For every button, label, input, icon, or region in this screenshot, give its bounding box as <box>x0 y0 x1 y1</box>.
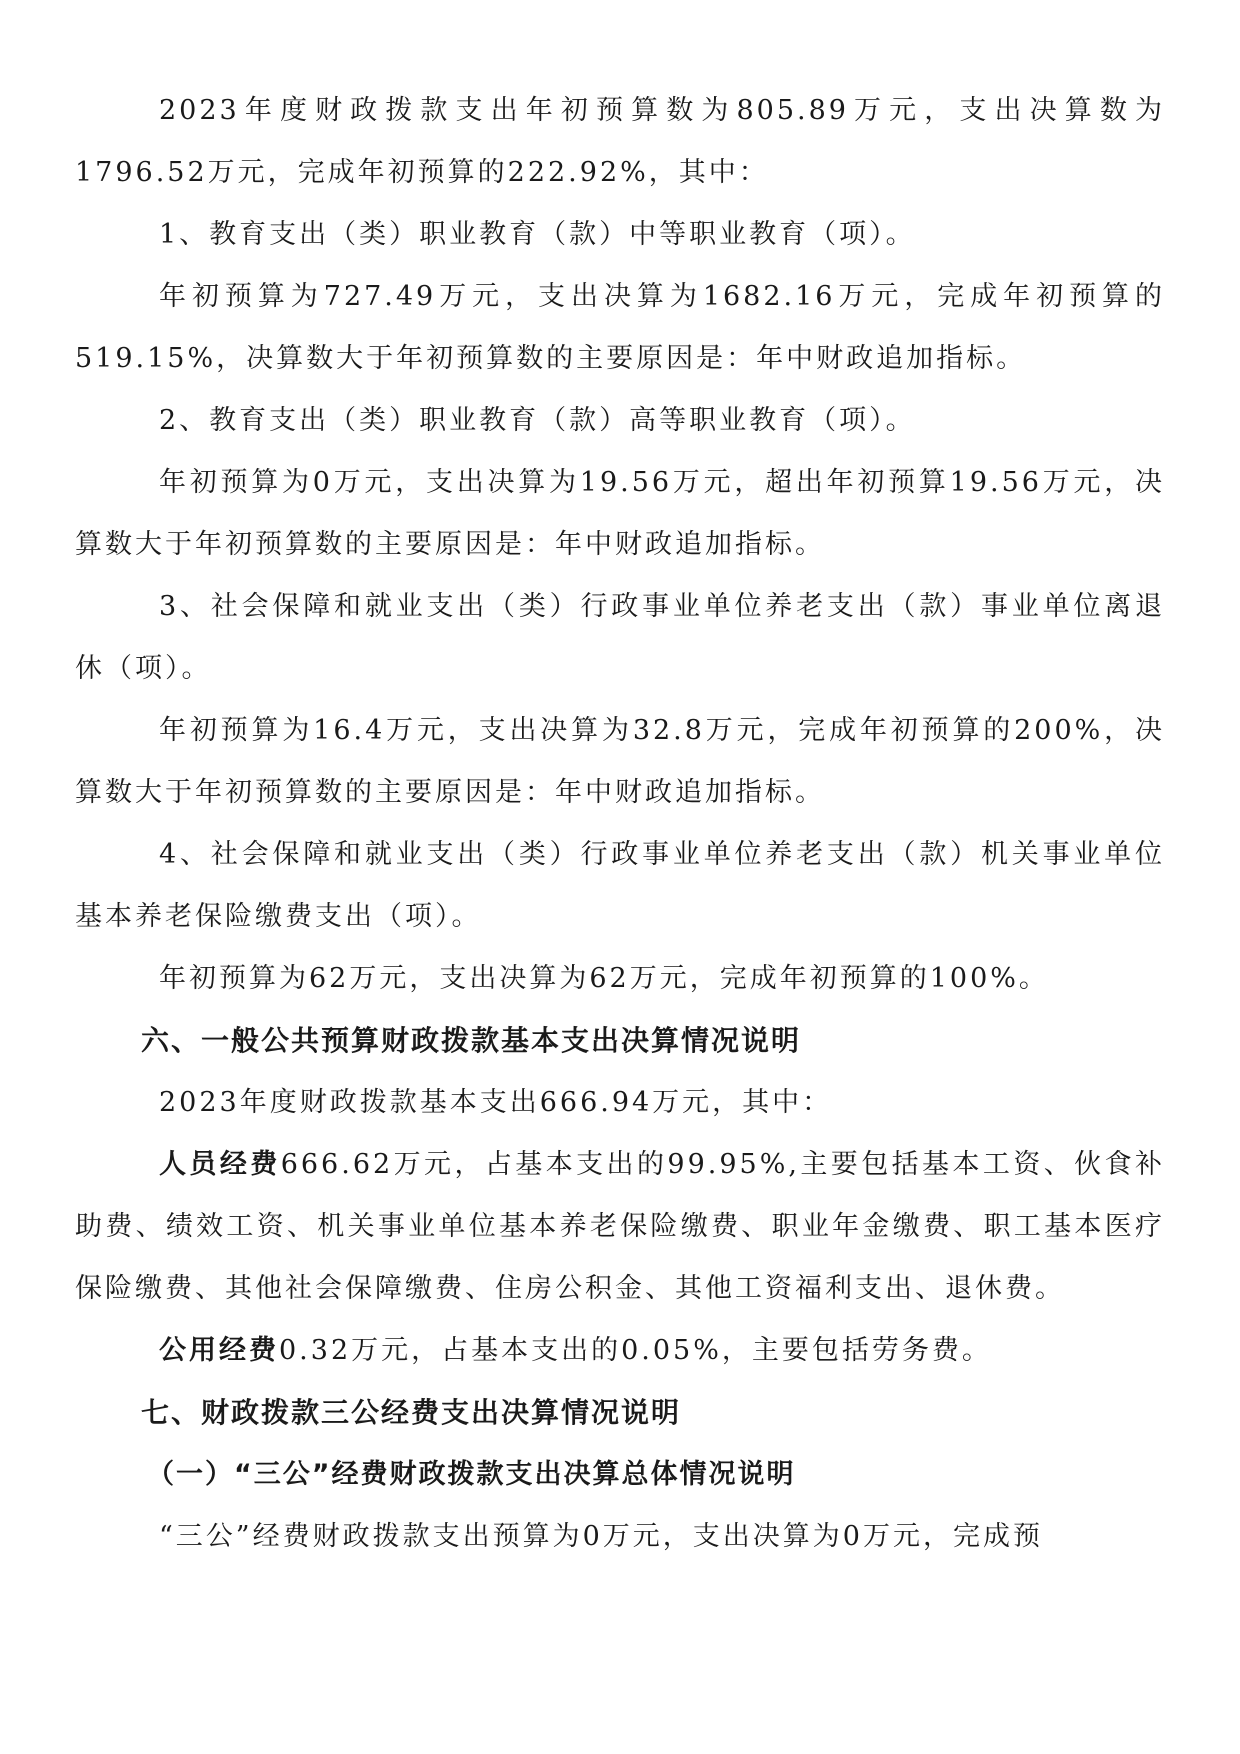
item-2-title: 2、教育支出（类）职业教育（款）高等职业教育（项）。 <box>159 405 916 436</box>
document-body <box>75 80 1165 1568</box>
section-7-heading: 七、财政拨款三公经费支出决算情况说明 <box>141 1396 682 1429</box>
section-6-heading: 六、一般公共预算财政拨款基本支出决算情况说明 <box>141 1024 802 1057</box>
item-1-detail: 年初预算为727.49万元，支出决算为1682.16万元，完成年初预算的519.15%，决算数大于年初预算数的主要原因是：年中财政追加指标。 <box>75 281 1165 374</box>
public-expense-text: 0.32万元，占基本支出的0.05%，主要包括劳务费。 <box>279 1335 992 1366</box>
item-4-detail: 年初预算为62万元，支出决算为62万元，完成年初预算的100%。 <box>159 963 1049 994</box>
item-3-detail: 年初预算为16.4万元，支出决算为32.8万元，完成年初预算的200%，决算数大于年初预算数的主要原因是：年中财政追加指标。 <box>75 715 1165 808</box>
personnel-expense-text: 666.62万元，占基本支出的99.95%,主要包括基本工资、伙食补助费、绩效工资、机关事业单位基本养老保险缴费、职业年金缴费、职工基本医疗保险缴费、其他社会保障缴费、住房公积金、其他工资福利支出、退休费。 <box>75 1149 1166 1304</box>
section-7-text: “三公”经费财政拨款支出预算为0万元，支出决算为0万元，完成预 <box>159 1521 1043 1552</box>
item-1-title: 1、教育支出（类）职业教育（款）中等职业教育（项）。 <box>159 219 916 250</box>
public-expense-label: 公用经费 <box>159 1335 279 1366</box>
item-4-title: 4、社会保障和就业支出（类）行政事业单位养老支出（款）机关事业单位基本养老保险缴费支出（项）。 <box>75 839 1165 932</box>
section-6-intro: 2023年度财政拨款基本支出666.94万元，其中： <box>159 1087 833 1118</box>
item-2-detail: 年初预算为0万元，支出决算为19.56万元，超出年初预算19.56万元，决算数大于年初预算数的主要原因是：年中财政追加指标。 <box>75 467 1165 560</box>
paragraph-budget-summary: 2023年度财政拨款支出年初预算数为805.89万元，支出决算数为1796.52万元，完成年初预算的222.92%，其中： <box>75 95 1165 188</box>
personnel-expense-label: 人员经费 <box>159 1149 281 1180</box>
item-3-title: 3、社会保障和就业支出（类）行政事业单位养老支出（款）事业单位离退休（项）。 <box>75 591 1165 684</box>
public-expense-paragraph <box>75 1320 1165 1382</box>
personnel-expense-paragraph <box>75 1134 1165 1320</box>
section-7-subheading: （一）“三公”经费财政拨款支出决算总体情况说明 <box>147 1459 796 1490</box>
